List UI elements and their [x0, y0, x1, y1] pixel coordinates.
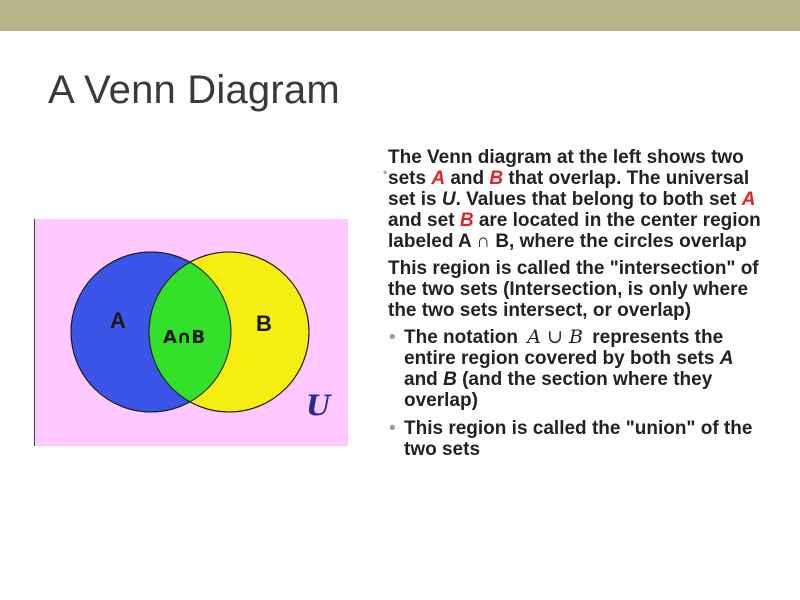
bullet-union-definition: • This region is called the "union" of the two sets: [389, 418, 753, 460]
top-bar: [0, 0, 800, 31]
union-formula: A ∪ B: [527, 326, 583, 348]
bullet-icon: •: [389, 418, 396, 439]
venn-diagram: [34, 219, 348, 446]
bullet-union-notation: • The notation A ∪ B represents the entire region covered by both sets A and B (and the section where they overlap): [389, 326, 734, 411]
bullet-list: [388, 327, 768, 460]
paragraph-intersection: This region is called the "intersection" of the two sets (Intersection, is only where the two sets intersect, or overlap): [388, 258, 759, 321]
universal-set-label: U: [306, 389, 331, 422]
set-a-label: A: [110, 308, 126, 333]
slide-title: A Venn Diagram: [48, 68, 340, 112]
bullet-icon: •: [389, 327, 396, 348]
stray-bullet-dot: •: [383, 165, 388, 179]
intersection-label: A∩B: [163, 327, 206, 348]
set-b-label: B: [256, 311, 272, 336]
paragraph-intro: The Venn diagram at the left shows two sets A and B that overlap. The universal set is U. Values that belong to both set A and set B are located in the center region labeled A ∩ B, where the circles overlap: [388, 147, 761, 252]
description-text: [383, 147, 768, 467]
